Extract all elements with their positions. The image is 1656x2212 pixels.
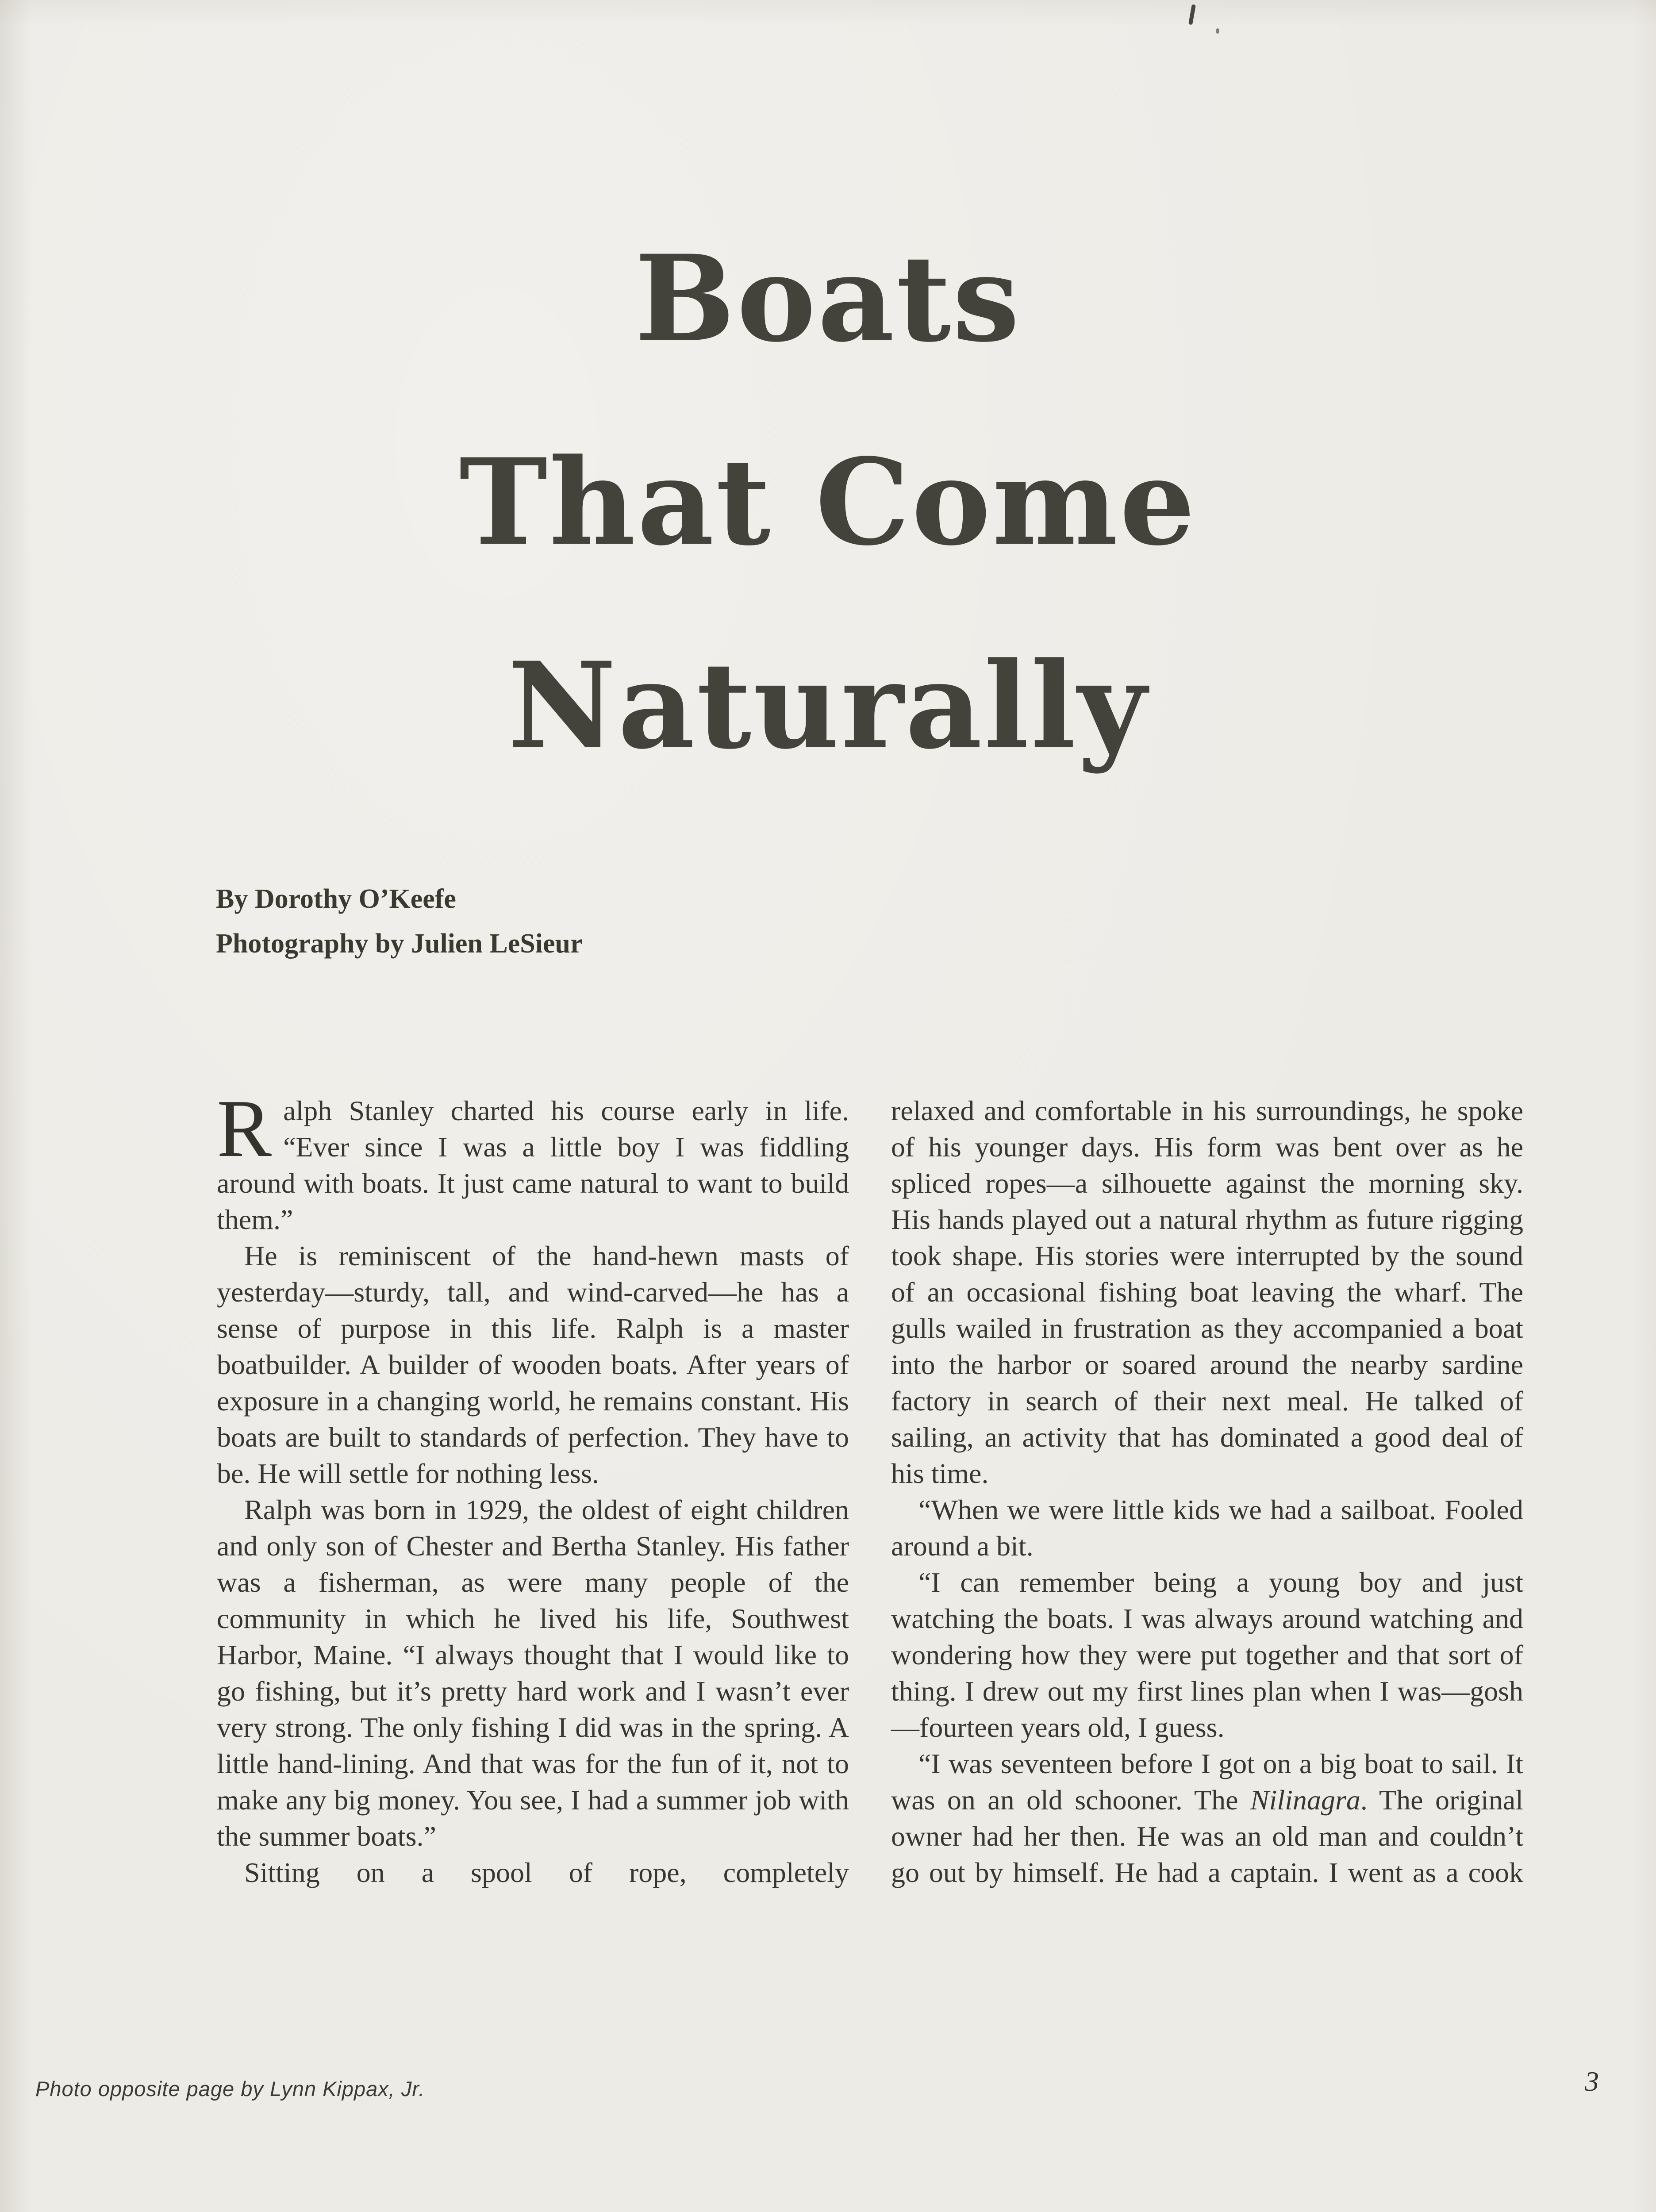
photo-credit: Photo opposite page by Lynn Kippax, Jr.	[35, 2077, 425, 2101]
boat-name-italic: Nilinagra	[1250, 1784, 1360, 1816]
byline-photography: Photography by Julien LeSieur	[216, 929, 583, 959]
paragraph-text: Sitting on a spool of rope, completely	[244, 1857, 849, 1888]
paragraph-text: “I was seventeen before I got on a big boat to sail. It was on an old schooner. The	[891, 1748, 1523, 1816]
article-title-line-1: Boats	[634, 229, 1022, 369]
right-column	[891, 1093, 1523, 1891]
paragraph	[891, 1564, 1523, 1746]
paragraph	[217, 1238, 849, 1492]
paragraph-continued	[217, 1855, 849, 1891]
scan-artifact-dash	[1188, 4, 1196, 25]
byline	[216, 877, 583, 966]
scan-artifact-dot	[1216, 28, 1219, 34]
paragraph-text: “I can remember being a young boy and just watching the boats. I was always around watching and wondering how they were put together and that sort of thing. I drew out my first lines plan when I was—gosh—fourteen years old, I guess.	[891, 1567, 1523, 1743]
article-title	[0, 197, 1656, 808]
paragraph-text: He is reminiscent of the hand-hewn masts of yesterday—sturdy, tall, and wind-carved—he has a sense of purpose in this life. Ralph is a master boatbuilder. A builder of wooden boats. After years of exposure in a changing world, he remains constant. His boats are built to standards of perfection. They have to be. He will settle for nothing less.	[217, 1240, 849, 1489]
page-number: 3	[1585, 2066, 1599, 2097]
paragraph-text: alph Stanley charted his course early in life. “Ever since I was a little boy I was fiddling around with boats. It just came natural to want to build them.”	[217, 1095, 849, 1235]
paragraph-continuation	[891, 1093, 1523, 1492]
paragraph-text: . The original owner had her then. He was an old man and couldn’t go out by himself. He had a captain. I went as a cook	[891, 1784, 1524, 1888]
left-column	[217, 1083, 849, 1891]
paragraph-text: relaxed and comfortable in his surroundings, he spoke of his younger days. His form was bent over as he spliced ropes—a silhouette against the morning sky. His hands played out a natural rhythm as future rigging took shape. His stories were interrupted by the sound of an occasional fishing boat leaving the wharf. The gulls wailed in frustration as they accompanied a boat into the harbor or soared around the nearby sardine factory in search of their next meal. He talked of sailing, an activity that has dominated a good deal of his time.	[891, 1095, 1523, 1489]
paragraph	[217, 1492, 849, 1855]
paragraph-text: “When we were little kids we had a sailboat. Fooled around a bit.	[891, 1494, 1523, 1562]
article-title-line-3: Naturally	[507, 636, 1149, 776]
article-body	[217, 1083, 1524, 1891]
drop-cap: R	[217, 1083, 272, 1174]
paragraph-text: Ralph was born in 1929, the oldest of eight children and only son of Chester and Bertha Stanley. His father was a fisherman, as were many people of the community in which he lived his life, Southwest Harbor, Maine. “I always thought that I would like to go fishing, but it’s pretty hard work and I wasn’t ever very strong. The only fishing I did was in the spring. A little hand-lining. And that was for the fun of it, not to make any big money. You see, I had a summer job with the summer boats.”	[217, 1494, 849, 1852]
article-title-line-2: That Come	[459, 432, 1197, 572]
paragraph-continued	[891, 1746, 1523, 1891]
paragraph-opening	[217, 1083, 849, 1238]
byline-author: By Dorothy O’Keefe	[216, 884, 456, 914]
paragraph	[891, 1492, 1523, 1564]
